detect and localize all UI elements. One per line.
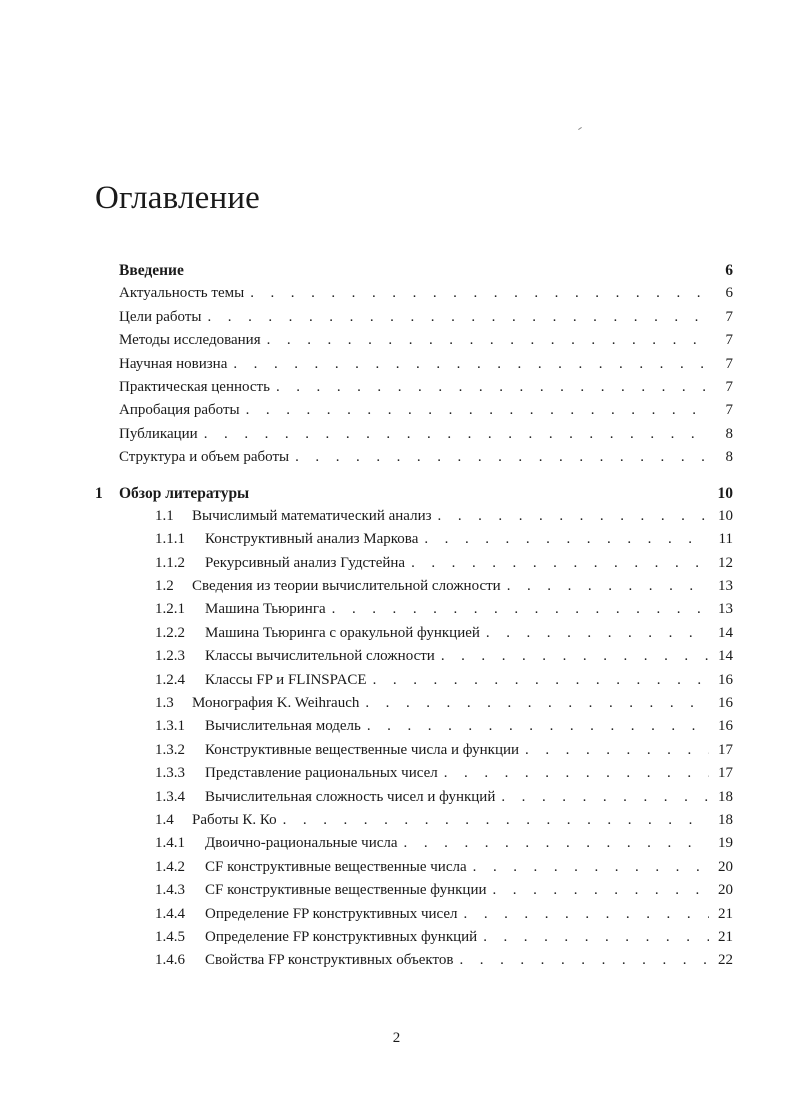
toc-entry-number: 1.3.1 <box>155 718 185 735</box>
toc-entry-page: 7 <box>725 355 733 372</box>
toc-dot-leader <box>373 672 709 689</box>
toc-entry-number: 1.3 <box>155 695 174 712</box>
toc-entry[interactable] <box>95 906 733 929</box>
toc-entry-page: 8 <box>725 449 733 466</box>
toc-entry[interactable] <box>95 859 733 882</box>
toc-entry[interactable] <box>95 402 733 425</box>
toc-entry-title: Сведения из теории вычислительной сложности <box>192 578 501 595</box>
toc-dot-leader <box>411 555 709 572</box>
toc-entry-number: 1.2.3 <box>155 648 185 665</box>
toc-entry-number: 1.4.4 <box>155 905 185 922</box>
toc-entry-page: 10 <box>717 484 733 502</box>
toc-entry-page: 8 <box>725 425 733 442</box>
toc-entry-page: 16 <box>718 671 733 688</box>
toc-entry-page: 7 <box>725 308 733 325</box>
toc-entry[interactable] <box>95 882 733 905</box>
toc-chapter-entry[interactable] <box>95 485 733 508</box>
toc-entry-page: 7 <box>725 402 733 419</box>
toc-entry[interactable] <box>95 508 733 531</box>
toc-dot-leader <box>459 952 709 969</box>
toc-entry-number: 1 <box>95 484 103 502</box>
toc-entry-title: Двоично-рациональные числа <box>205 835 398 852</box>
toc-entry-title: Актуальность темы <box>119 285 245 302</box>
toc-entry-number: 1.4.1 <box>155 835 185 852</box>
toc-entry-number: 1.3.2 <box>155 741 185 758</box>
toc-entry-page: 21 <box>718 928 733 945</box>
page-number: 2 <box>392 1030 401 1046</box>
toc-entry-page: 19 <box>718 835 733 852</box>
toc-entry-title: Вычислительная модель <box>205 718 361 735</box>
toc-entry-page: 11 <box>718 531 733 548</box>
toc-entry[interactable] <box>95 426 733 449</box>
toc-dot-leader <box>525 742 709 759</box>
toc-dot-leader <box>444 765 709 782</box>
toc-entry-number: 1.1.2 <box>155 554 185 571</box>
toc-dot-leader <box>250 285 709 302</box>
toc-entry-page: 6 <box>725 285 733 302</box>
toc-entry-title: Вычислительная сложность чисел и функций <box>205 788 496 805</box>
toc-entry[interactable] <box>95 379 733 402</box>
toc-entry-number: 1.2.1 <box>155 601 185 618</box>
toc-entry-title: Научная новизна <box>119 355 228 372</box>
toc-entry-page: 13 <box>718 578 733 595</box>
toc-entry-number: 1.4.3 <box>155 882 185 899</box>
toc-dot-leader <box>501 789 709 806</box>
toc-entry-title: Представление рациональных чисел <box>205 765 438 782</box>
toc-dot-leader <box>404 835 709 852</box>
toc-entry-title: Цели работы <box>119 308 202 325</box>
toc-entry[interactable] <box>95 765 733 788</box>
toc-entry-page: 22 <box>718 952 733 969</box>
toc-entry-title: Машина Тьюринга с оракульной функцией <box>205 624 480 641</box>
toc-entry-title: Методы исследования <box>119 332 261 349</box>
toc-entry-page: 13 <box>718 601 733 618</box>
toc-dot-leader <box>233 356 709 373</box>
toc-entry[interactable] <box>95 285 733 308</box>
toc-dot-leader <box>267 332 709 349</box>
toc-entry-title: Классы FP и FLINSPACE <box>205 671 367 688</box>
toc-entry[interactable] <box>95 648 733 671</box>
toc-dot-leader <box>295 449 709 466</box>
toc-entry-title: Апробация работы <box>119 402 240 419</box>
toc-entry-page: 12 <box>718 554 733 571</box>
toc-dot-leader <box>507 578 709 595</box>
toc-entry[interactable] <box>95 601 733 624</box>
table-of-contents <box>95 262 733 976</box>
toc-entry-title: Работы К. Ко <box>192 811 277 828</box>
toc-entry-page: 6 <box>725 262 733 279</box>
toc-entry[interactable] <box>95 695 733 718</box>
toc-dot-leader <box>204 426 709 443</box>
page-title: Оглавление <box>95 180 261 217</box>
toc-dot-leader <box>473 859 709 876</box>
toc-dot-leader <box>464 906 709 923</box>
toc-dot-leader <box>441 648 709 665</box>
toc-entry-title: Практическая ценность <box>119 378 270 395</box>
toc-entry[interactable] <box>95 672 733 695</box>
toc-entry-page: 10 <box>718 507 733 524</box>
toc-entry[interactable] <box>95 718 733 741</box>
toc-entry-title: Монография K. Weihrauch <box>192 695 360 712</box>
toc-entry-title: Машина Тьюринга <box>205 601 326 618</box>
toc-entry-page: 17 <box>718 741 733 758</box>
toc-entry-number: 1.2 <box>155 578 174 595</box>
toc-dot-leader <box>486 625 709 642</box>
toc-entry[interactable] <box>95 309 733 332</box>
toc-entry[interactable] <box>95 929 733 952</box>
toc-dot-leader <box>367 718 709 735</box>
toc-dot-leader <box>283 812 709 829</box>
toc-chapter-entry[interactable] <box>95 262 733 285</box>
toc-entry-title: Рекурсивный анализ Гудстейна <box>205 554 406 571</box>
toc-entry[interactable] <box>95 531 733 554</box>
toc-entry[interactable] <box>95 356 733 379</box>
toc-entry[interactable] <box>95 952 733 975</box>
toc-entry[interactable] <box>95 449 733 472</box>
toc-entry-title: Определение FP конструктивных функций <box>205 928 478 945</box>
toc-entry-page: 14 <box>718 624 733 641</box>
toc-entry-page: 17 <box>718 765 733 782</box>
toc-dot-leader <box>438 508 709 525</box>
toc-entry-number: 1.3.4 <box>155 788 185 805</box>
toc-entry-title: Классы вычислительной сложности <box>205 648 435 665</box>
toc-entry-title: CF конструктивные вещественные числа <box>205 858 467 875</box>
toc-dot-leader <box>483 929 709 946</box>
toc-entry-number: 1.1 <box>155 507 174 524</box>
toc-entry[interactable] <box>95 789 733 812</box>
toc-entry-page: 18 <box>718 788 733 805</box>
toc-entry-number: 1.3.3 <box>155 765 185 782</box>
toc-entry-number: 1.4.5 <box>155 928 185 945</box>
toc-entry-page: 7 <box>725 332 733 349</box>
toc-entry-page: 20 <box>718 858 733 875</box>
toc-entry-title: Структура и объем работы <box>119 449 290 466</box>
toc-entry-page: 16 <box>718 718 733 735</box>
toc-entry-title: Конструктивные вещественные числа и функции <box>205 741 520 758</box>
toc-dot-leader <box>493 882 710 899</box>
toc-entry[interactable] <box>95 812 733 835</box>
toc-dot-leader <box>276 379 709 396</box>
toc-entry-page: 7 <box>725 378 733 395</box>
toc-entry-page: 20 <box>718 882 733 899</box>
toc-entry-number: 1.1.1 <box>155 531 185 548</box>
toc-entry-number: 1.4.6 <box>155 952 185 969</box>
toc-dot-leader <box>365 695 709 712</box>
toc-entry-title: Публикации <box>119 425 198 442</box>
toc-entry-page: 16 <box>718 695 733 712</box>
toc-entry[interactable] <box>95 332 733 355</box>
toc-entry[interactable] <box>95 742 733 765</box>
scan-mark <box>578 127 582 130</box>
toc-entry[interactable] <box>95 835 733 858</box>
toc-entry-title: Конструктивный анализ Маркова <box>205 531 419 548</box>
toc-entry[interactable] <box>95 625 733 648</box>
toc-dot-leader <box>332 601 709 618</box>
toc-entry-title: Обзор литературы <box>119 484 250 502</box>
toc-dot-leader <box>424 531 709 548</box>
toc-entry[interactable] <box>95 555 733 578</box>
toc-entry-number: 1.2.2 <box>155 624 185 641</box>
toc-entry[interactable] <box>95 578 733 601</box>
toc-dot-leader <box>207 309 709 326</box>
toc-entry-number: 1.4 <box>155 811 174 828</box>
toc-entry-title: Вычислимый математический анализ <box>192 507 432 524</box>
toc-entry-number: 1.2.4 <box>155 671 185 688</box>
toc-entry-page: 21 <box>718 905 733 922</box>
toc-entry-page: 18 <box>718 811 733 828</box>
toc-entry-title: CF конструктивные вещественные функции <box>205 882 487 899</box>
toc-dot-leader <box>246 402 709 419</box>
toc-entry-title: Определение FP конструктивных чисел <box>205 905 458 922</box>
toc-entry-title: Введение <box>119 262 184 279</box>
toc-entry-page: 14 <box>718 648 733 665</box>
toc-entry-title: Свойства FP конструктивных объектов <box>205 952 454 969</box>
toc-entry-number: 1.4.2 <box>155 858 185 875</box>
